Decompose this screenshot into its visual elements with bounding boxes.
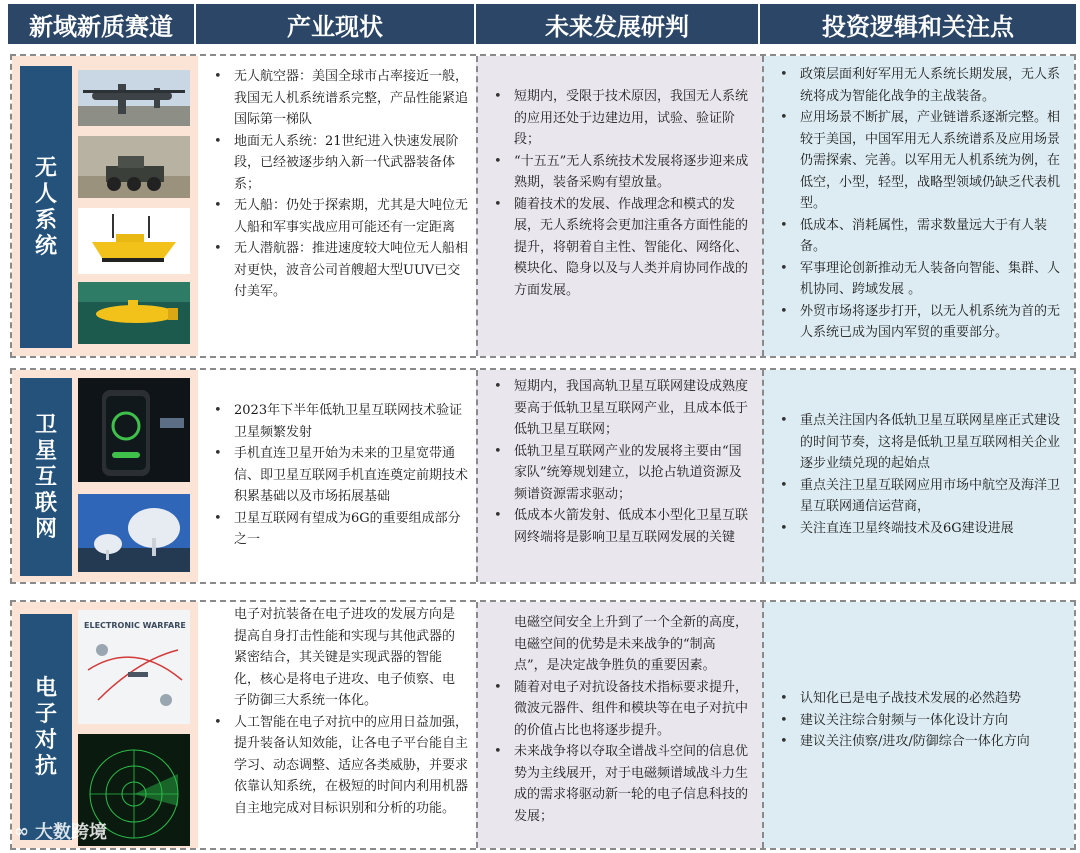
section-satellite-internet	[10, 368, 1076, 584]
future-cell	[476, 370, 762, 582]
header-future: 未来发展研判	[476, 4, 760, 44]
drone-image	[78, 70, 190, 126]
list-item: • 重点关注国内各低轨卫星互联网星座正式建设的时间节奏，这将是低轨卫星互联网相关企业逐步业绩兑现的起始点	[774, 410, 1066, 475]
future-list	[478, 376, 762, 548]
track-cell	[12, 56, 198, 356]
unmanned-boat-image	[78, 208, 190, 274]
track-cell	[12, 370, 198, 582]
status-list	[198, 604, 476, 819]
list-item: • 手机直连卫星开始为未来的卫星宽带通信、即卫星互联网手机直连奠定前期技术积累基础以及市场拓展基础	[208, 443, 468, 508]
table-header	[8, 4, 1076, 44]
header-investment: 投资逻辑和关注点	[760, 4, 1076, 44]
future-list	[478, 86, 762, 301]
list-item: • 无人航空器：美国全球市占率接近一般，我国无人机系统谱系完整，产品性能紧追国际第一梯队	[208, 66, 468, 131]
list-item: • 认知化已是电子战技术发展的必然趋势	[774, 688, 1066, 710]
header-track: 新域新质赛道	[8, 4, 196, 44]
list-item: • 建议关注侦察/进攻/防御综合一体化方向	[774, 731, 1066, 753]
list-item: • “十五五”无人系统技术发展将逐步迎来成熟期，装备采购有望放量。	[488, 151, 754, 194]
list-item: • 卫星互联网有望成为6G的重要组成部分之一	[208, 508, 468, 551]
list-item: • 政策层面利好军用无人系统长期发展，无人系统将成为智能化战争的主战装备。	[774, 64, 1066, 107]
investment-list	[764, 688, 1074, 753]
watermark-text: 大数跨境	[35, 822, 107, 843]
track-label: 卫星互联网	[20, 378, 72, 576]
future-cell	[476, 56, 762, 356]
investment-cell	[762, 370, 1074, 582]
status-cell	[198, 56, 476, 356]
list-item: • 随着对电子对抗设备技术指标要求提升，微波元器件、组件和模块等在电子对抗中的价值占比也将逐步提升。	[488, 677, 754, 742]
future-cell	[476, 602, 762, 848]
list-item: • 地面无人系统：21世纪进入快速发展阶段，已经被逐步纳入新一代武器装备体系；	[208, 131, 468, 196]
list-item: • 低成本火箭发射、低成本小型化卫星互联网终端将是影响卫星互联网发展的关键	[488, 505, 754, 548]
list-item: • 建议关注综合射频与一体化设计方向	[774, 710, 1066, 732]
list-item: • 外贸市场将逐步打开，以无人机系统为首的无人系统已成为国内军贸的重要部分。	[774, 301, 1066, 344]
list-item: • 应用场景不断扩展，产业链谱系逐渐完整。相较于美国，中国军用无人系统谱系及应用场景仍需探索、完善。以军用无人机系统为例，在低空，小型，轻型，战略型领域仍缺乏代表机型。	[774, 107, 1066, 215]
underwater-vehicle-image	[78, 282, 190, 344]
status-list	[198, 66, 476, 303]
watermark	[14, 818, 107, 844]
list-item: • 随着技术的发展、作战理念和模式的发展，无人系统将会更加注重各方面性能的提升，将朝着自主性、智能化、网络化、模块化、隐身以及与人类并肩协同作战的方面发展。	[488, 194, 754, 302]
watermark-icon: ∞	[14, 820, 29, 842]
list-item: • 低成本、消耗属性，需求数量远大于有人装备。	[774, 215, 1066, 258]
section-unmanned-systems	[10, 54, 1076, 358]
radar-dish-image	[78, 494, 190, 572]
list-item: • 军事理论创新推动无人装备向智能、集群、人机协同、跨域发展 。	[774, 258, 1066, 301]
image-caption: ELECTRONIC WARFARE	[84, 621, 186, 630]
investment-list	[764, 410, 1074, 539]
header-status: 产业现状	[196, 4, 476, 44]
list-item: • 短期内，我国高轨卫星互联网建设成熟度要高于低轨卫星互联网产业，且成本低于低轨卫星互联网；	[488, 376, 754, 441]
list-item: • 无人船：仍处于探索期，尤其是大吨位无人船和军事实战应用可能还有一定距离	[208, 195, 468, 238]
track-label: 电子对抗	[20, 614, 72, 840]
list-item: • 关注直连卫星终端技术及6G建设进展	[774, 518, 1066, 540]
status-cell	[198, 602, 476, 848]
list-item: • 低轨卫星互联网产业的发展将主要由“国家队”统筹规划建立，以抢占轨道资源及频谱资源需求驱动；	[488, 441, 754, 506]
investment-list	[764, 64, 1074, 344]
future-list	[478, 612, 762, 827]
list-item: • 无人潜航器：推进速度较大吨位无人船相对更快，波音公司首艘超大型UUV已交付美军。	[208, 238, 468, 303]
list-item: • 短期内，受限于技术原因，我国无人系统的应用还处于边建边用，试验、验证阶段；	[488, 86, 754, 151]
list-item: • 人工智能在电子对抗中的应用日益加强，提升装备认知效能，让各电子平台能自主学习、动态调整、适应各类威胁，并要求依靠认知系统，在极短的时间内利用机器自主地完成对目标识别和分析的功能。	[208, 712, 468, 820]
paragraph: 电子对抗装备在电子进攻的发展方向是提高自身打击性能和实现与其他武器的紧密结合，其关键是实现武器的智能化，核心是将电子进攻、电子侦察、电子防御三大系统一体化。	[234, 607, 456, 708]
track-cell	[12, 602, 198, 848]
investment-cell	[762, 56, 1074, 356]
investment-cell	[762, 602, 1074, 848]
list-item: • 重点关注卫星互联网应用市场中航空及海洋卫星互联网通信运营商，	[774, 475, 1066, 518]
satellite-phone-image	[78, 378, 190, 482]
track-label: 无人系统	[20, 66, 72, 348]
status-cell	[198, 370, 476, 582]
ground-robot-image	[78, 136, 190, 198]
status-list	[198, 400, 476, 551]
section-electronic-countermeasures	[10, 600, 1076, 850]
list-item: • 2023年下半年低轨卫星互联网技术验证卫星频繁发射	[208, 400, 468, 443]
electronic-warfare-image	[78, 610, 190, 724]
list-item: • 未来战争将以夺取全谱战斗空间的信息优势为主线展开，对于电磁频谱域战斗力生成的需求将驱动新一轮的电子信息科技的发展；	[488, 741, 754, 827]
paragraph: 电磁空间安全上升到了一个全新的高度，电磁空间的优势是未来战争的“制高点”，是决定战争胜负的重要因素。	[514, 615, 749, 673]
